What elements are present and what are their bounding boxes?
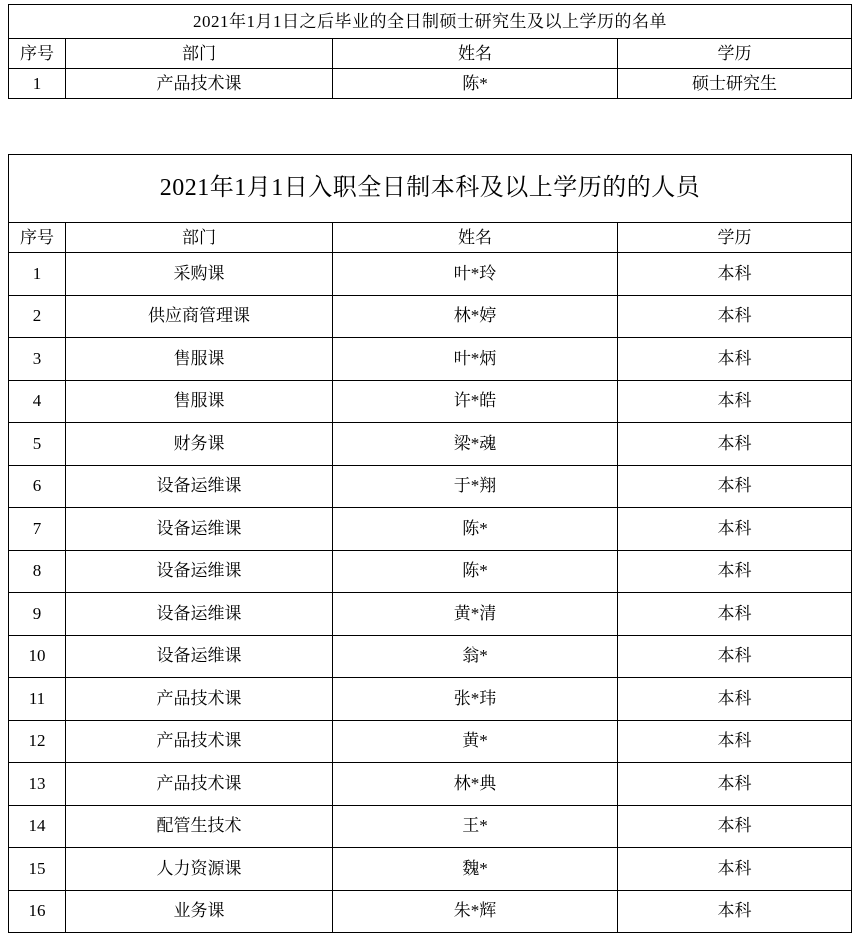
cell-index: 10 (9, 635, 66, 678)
table-hired-bachelor-block (8, 154, 851, 933)
cell-name: 陈* (333, 69, 618, 99)
table-hired-bachelor (8, 154, 852, 933)
cell-department: 售服课 (66, 380, 333, 423)
cell-education: 本科 (618, 678, 852, 721)
cell-education: 硕士研究生 (618, 69, 852, 99)
cell-name: 魏* (333, 848, 618, 891)
column-header-department: 部门 (66, 223, 333, 253)
cell-department: 设备运维课 (66, 465, 333, 508)
column-header-index: 序号 (9, 223, 66, 253)
cell-department: 配管生技术 (66, 805, 333, 848)
cell-index: 3 (9, 338, 66, 381)
cell-index: 4 (9, 380, 66, 423)
cell-name: 叶*玲 (333, 253, 618, 296)
cell-name: 王* (333, 805, 618, 848)
cell-index: 1 (9, 253, 66, 296)
cell-department: 财务课 (66, 423, 333, 466)
cell-name: 黄*清 (333, 593, 618, 636)
cell-index: 9 (9, 593, 66, 636)
column-header-name: 姓名 (333, 39, 618, 69)
table-row (9, 635, 852, 678)
cell-education: 本科 (618, 380, 852, 423)
cell-name: 林*婷 (333, 295, 618, 338)
table-graduates-master (8, 4, 852, 99)
cell-education: 本科 (618, 805, 852, 848)
table-row (9, 805, 852, 848)
cell-education: 本科 (618, 550, 852, 593)
table-row (9, 253, 852, 296)
table-row (9, 380, 852, 423)
column-header-index: 序号 (9, 39, 66, 69)
cell-name: 黄* (333, 720, 618, 763)
cell-education: 本科 (618, 508, 852, 551)
cell-name: 张*玮 (333, 678, 618, 721)
table-row (9, 465, 852, 508)
cell-education: 本科 (618, 763, 852, 806)
table-row (9, 890, 852, 933)
table-row (9, 848, 852, 891)
cell-department: 采购课 (66, 253, 333, 296)
cell-education: 本科 (618, 465, 852, 508)
cell-name: 林*典 (333, 763, 618, 806)
cell-department: 设备运维课 (66, 593, 333, 636)
cell-department: 产品技术课 (66, 763, 333, 806)
cell-department: 产品技术课 (66, 678, 333, 721)
cell-index: 6 (9, 465, 66, 508)
cell-index: 16 (9, 890, 66, 933)
cell-department: 产品技术课 (66, 720, 333, 763)
cell-index: 7 (9, 508, 66, 551)
column-header-education: 学历 (618, 223, 852, 253)
cell-department: 产品技术课 (66, 69, 333, 99)
cell-name: 于*翔 (333, 465, 618, 508)
cell-education: 本科 (618, 720, 852, 763)
cell-education: 本科 (618, 593, 852, 636)
column-header-name: 姓名 (333, 223, 618, 253)
table-row (9, 295, 852, 338)
cell-index: 12 (9, 720, 66, 763)
cell-department: 人力资源课 (66, 848, 333, 891)
cell-department: 业务课 (66, 890, 333, 933)
cell-department: 设备运维课 (66, 508, 333, 551)
cell-education: 本科 (618, 338, 852, 381)
cell-name: 许*皓 (333, 380, 618, 423)
table-header-row (9, 223, 852, 253)
cell-department: 设备运维课 (66, 550, 333, 593)
table-row (9, 508, 852, 551)
cell-department: 设备运维课 (66, 635, 333, 678)
cell-education: 本科 (618, 848, 852, 891)
cell-education: 本科 (618, 890, 852, 933)
column-header-education: 学历 (618, 39, 852, 69)
table-header-row (9, 39, 852, 69)
table-row (9, 720, 852, 763)
cell-index: 1 (9, 69, 66, 99)
cell-index: 11 (9, 678, 66, 721)
cell-department: 供应商管理课 (66, 295, 333, 338)
cell-education: 本科 (618, 295, 852, 338)
cell-education: 本科 (618, 635, 852, 678)
table-title: 2021年1月1日之后毕业的全日制硕士研究生及以上学历的名单 (9, 5, 852, 39)
table-title: 2021年1月1日入职全日制本科及以上学历的的人员 (9, 155, 852, 223)
table-row (9, 338, 852, 381)
table-row (9, 678, 852, 721)
table-row (9, 593, 852, 636)
cell-education: 本科 (618, 423, 852, 466)
cell-name: 朱*辉 (333, 890, 618, 933)
cell-name: 陈* (333, 550, 618, 593)
cell-index: 5 (9, 423, 66, 466)
cell-name: 梁*魂 (333, 423, 618, 466)
column-header-department: 部门 (66, 39, 333, 69)
table-title-row (9, 5, 852, 39)
table-row (9, 550, 852, 593)
cell-index: 2 (9, 295, 66, 338)
table-row (9, 423, 852, 466)
cell-name: 翁* (333, 635, 618, 678)
table-row (9, 69, 852, 99)
cell-name: 陈* (333, 508, 618, 551)
table-graduates-master-block (8, 4, 851, 99)
cell-name: 叶*炳 (333, 338, 618, 381)
table-row (9, 763, 852, 806)
table-title-row (9, 155, 852, 223)
cell-index: 14 (9, 805, 66, 848)
cell-department: 售服课 (66, 338, 333, 381)
cell-index: 15 (9, 848, 66, 891)
cell-index: 8 (9, 550, 66, 593)
cell-index: 13 (9, 763, 66, 806)
cell-education: 本科 (618, 253, 852, 296)
